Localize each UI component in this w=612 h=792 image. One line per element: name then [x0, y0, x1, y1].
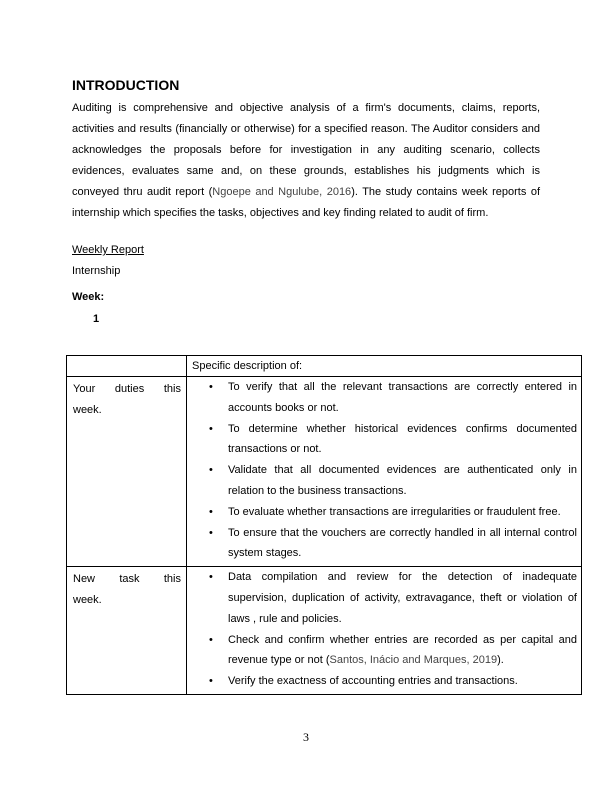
week-label: Week:	[72, 291, 105, 303]
list-item: • To determine whether historical evidences confirms documented transactions or not.	[187, 419, 577, 461]
table-header-row	[67, 356, 582, 377]
cite-item-text-start: Check and confirm whether entries are recorded as per capital and revenue type or not (	[228, 633, 577, 667]
list-item: • To evaluate whether transactions are irregularities or fraudulent free.	[187, 502, 577, 523]
list-item: • Validate that all documented evidences are authenticated only in relation to the business transactions.	[187, 460, 577, 502]
row-label-duties-line1: Your duties this	[73, 383, 181, 395]
table-header-cell: Specific description of:	[187, 356, 582, 377]
intro-text-end: ). The study contains week reports of internship which specifies the tasks, objectives and key finding related to audit of firm.	[72, 186, 540, 219]
row-label-new-task-line2: week.	[73, 594, 102, 607]
row-label-duties	[67, 377, 187, 567]
row-label-new-task	[67, 567, 187, 695]
table-header-empty-cell	[67, 356, 187, 377]
row-label-new-task-line1: New task this	[73, 573, 181, 586]
week-number: 1	[93, 313, 100, 325]
list-item: • To ensure that the vouchers are correctly handled in all internal control system stages.	[187, 523, 577, 565]
intro-citation: Ngoepe and Ngulube, 2016	[212, 186, 352, 198]
duties-list	[187, 377, 581, 566]
section-heading: INTRODUCTION	[72, 77, 180, 93]
row-content-new-task	[187, 567, 582, 695]
new-task-list	[187, 567, 581, 694]
list-item: • Verify the exactness of accounting entries and transactions.	[187, 671, 577, 692]
table-row-duties	[67, 377, 582, 567]
weekly-report-label: Weekly Report	[72, 244, 144, 256]
row-label-duties-line2: week.	[73, 404, 102, 416]
internship-label: Internship	[72, 265, 121, 277]
weekly-report-table	[66, 355, 582, 695]
list-item-with-citation	[187, 630, 577, 672]
intro-paragraph	[72, 98, 540, 224]
page-number: 3	[303, 730, 309, 744]
intro-text-start: Auditing is comprehensive and objective analysis of a firm's documents, claims, reports, activities and results (financially or otherwise) for a specified reason. The Auditor considers and acknowledges the proposals before for investigation in any auditing scenario, collects evidences, evaluates same and, on these grounds, establishes his judgments which is conveyed thru audit report (	[72, 102, 540, 198]
cite-item-text-end: ).	[497, 654, 504, 667]
list-item: • To verify that all the relevant transactions are correctly entered in accounts books or not.	[187, 377, 577, 419]
cite-item-citation: Santos, Inácio and Marques, 2019	[329, 654, 498, 667]
row-content-duties	[187, 377, 582, 567]
list-item: • Data compilation and review for the detection of inadequate supervision, duplication of activity, extravagance, theft or violation of laws , rule and policies.	[187, 567, 577, 629]
table-row-new-task	[67, 567, 582, 695]
